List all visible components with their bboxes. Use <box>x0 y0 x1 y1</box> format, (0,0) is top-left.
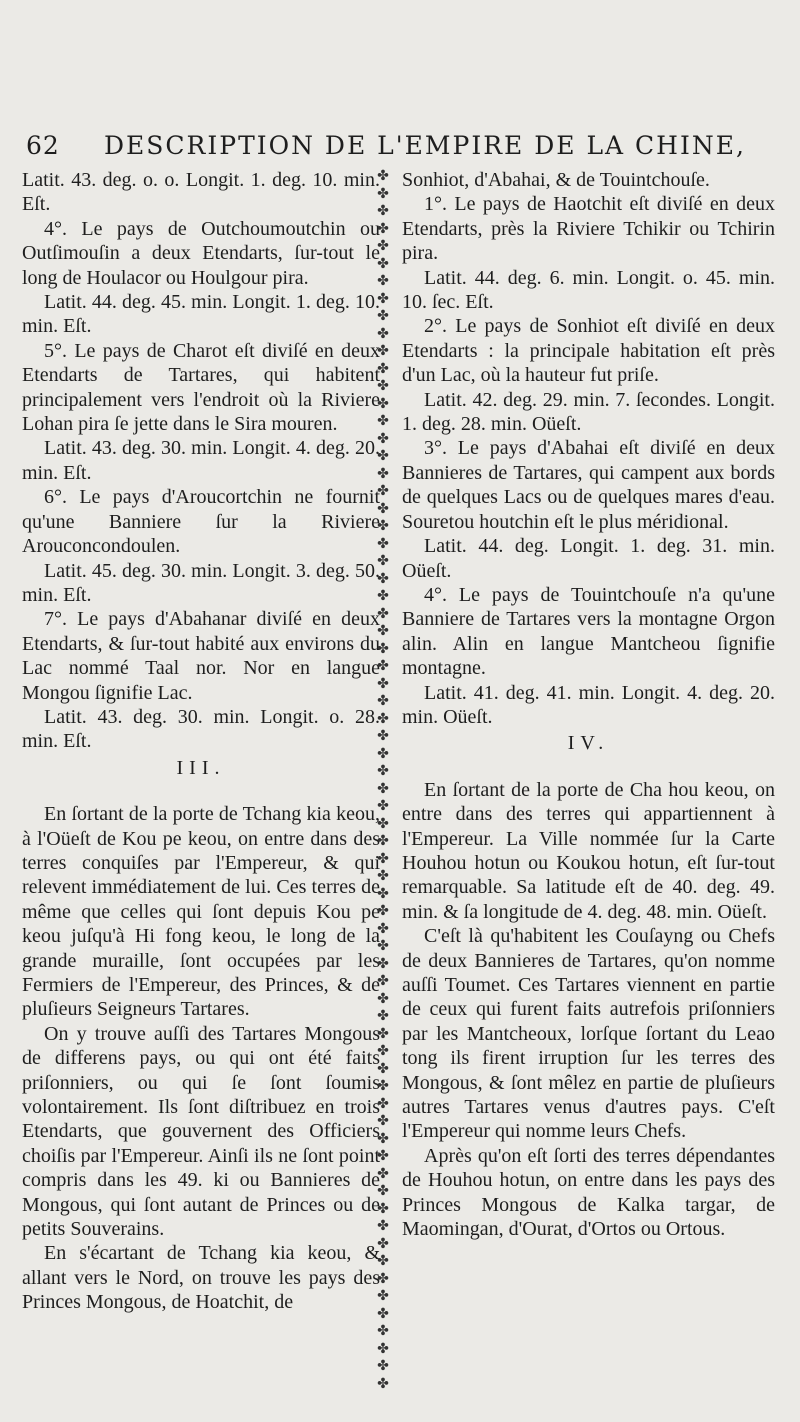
paragraph: 2°. Le pays de Sonhiot eſt diviſé en deux Etendarts : la principale habitation eſt près d'un Lac, où la hauteur fut priſe. <box>402 315 775 387</box>
paragraph: 7°. Le pays d'Abahanar diviſé en deux Etendarts, & ſur-tout habité aux environs du Lac nommé Taal nor. Nor en langue Mongou ſignifie Lac. <box>22 608 380 704</box>
paragraph: C'eſt là qu'habitent les Couſayng ou Chefs de deux Bannieres de Tartares, qu'on nomme auſſi Toumet. Ces Tartares viennent en partie de ceux qui furent faits autrefois priſonniers par les Mantcheoux, lorſque ſortant du Leao tong ils firent irruption ſur les terres des Mongous, & ſont mêlez en partie de pluſieurs autres Tartares venus d'autres pays. C'eſt l'Empereur qui nomme leurs Chefs. <box>402 925 775 1143</box>
paragraph: Latit. 45. deg. 30. min. Longit. 3. deg. 50. min. Eſt. <box>22 559 380 606</box>
paragraph: En ſortant de la porte de Cha hou keou, on entre dans des terres qui appartiennent à l'Empereur. La Ville nommée ſur la Carte Houhou hotun ou Koukou hotun, eſt ſur-tout remarquable. Sa latitude eſt de 40. deg. 49. min. & ſa longitude de 4. deg. 48. min. Oüeſt. <box>402 778 775 923</box>
running-title: DESCRIPTION DE L'EMPIRE DE LA CHINE, <box>104 131 746 160</box>
page-number: 62 <box>26 131 60 160</box>
paragraph: On y trouve auſſi des Tartares Mongous de differens pays, ou qui ont été faits priſonniers, ou qui ſe ſont ſoumis volontairement. Ils ſont diſtribuez en trois Etendarts, que gouvernent des Officiers choiſis par l'Empereur. Ainſi ils ne ſont point compris dans les 49. ki ou Bannieres de Mongous, qui ſont autant de Princes ou de petits Souverains. <box>22 1022 380 1241</box>
paragraph: Après qu'on eſt ſorti des terres dépendantes de Houhou hotun, on entre dans les pays des Princes Mongous de Kalka targar, de Maomingan, d'Ourat, d'Ortos ou Ortous. <box>402 1144 775 1241</box>
paragraph: Latit. 43. deg. 30. min. Longit. 4. deg. 20. min. Eſt. <box>22 437 380 484</box>
paragraph: 6°. Le pays d'Aroucortchin ne fournit qu'une Banniere ſur la Riviere Arouconcondoulen. <box>22 486 380 558</box>
left-column <box>22 168 380 1315</box>
paragraph: 5°. Le pays de Charot eſt diviſé en deux Etendarts de Tartares, qui habitent principalement vers l'endroit où la Riviere Lohan pira ſe jette dans le Sira mouren. <box>22 339 380 436</box>
paragraph: 1°. Le pays de Haotchit eſt diviſé en deux Etendarts, près la Riviere Tchikir ou Tchirin pira. <box>402 193 775 265</box>
paragraph: Sonhiot, d'Abahai, & de Touintchouſe. <box>402 169 710 191</box>
paragraph: 4°. Le pays de Outchoumoutchin ou Outſimouſin a deux Etendarts, ſur-tout le long de Houlacor ou Houlgour pira. <box>22 217 380 289</box>
paragraph: En ſortant de la porte de Tchang kia keou, à l'Oüeſt de Kou pe keou, on entre dans des terres conquiſes par l'Empereur, & qui relevent immédiatement de lui. Ces terres de même que celles qui ſont depuis Kou pe keou juſqu'à Hi fong keou, le long de la grande muraille, ſont occupées par les Fermiers de l'Empereur, des Princes, & de pluſieurs Seigneurs Tartares. <box>22 803 380 1021</box>
paragraph: En s'écartant de Tchang kia keou, & allant vers le Nord, on trouve les pays des Princes Mongous, de Hoatchit, de <box>22 1242 380 1314</box>
paragraph: Latit. 43. deg. 30. min. Longit. o. 28. min. Eſt. <box>22 705 380 753</box>
paragraph: Latit. 44. deg. 6. min. Longit. o. 45. min. 10. ſec. Eſt. <box>402 266 775 314</box>
right-column <box>402 168 775 1241</box>
paragraph: Latit. 43. deg. o. o. Longit. 1. deg. 10. min. Eſt. <box>22 169 380 216</box>
page-header <box>26 131 796 165</box>
paragraph: Latit. 41. deg. 41. min. Longit. 4. deg. 20. min. Oüeſt. <box>402 681 775 728</box>
section-heading: III. <box>176 756 226 779</box>
paragraph: 3°. Le pays d'Abahai eſt diviſé en deux Bannieres de Tartares, qui campent aux bords de quelques Lacs ou de quelques mares d'eau. Souretou houtchin eſt le plus méridional. <box>402 437 775 533</box>
section-heading: IV. <box>567 732 610 755</box>
paragraph: 4°. Le pays de Touintchouſe n'a qu'une Banniere de Tartares vers la montagne Orgon alin. Alin en langue Mantcheou ſignifie montagne. <box>402 583 775 680</box>
paragraph: Latit. 44. deg. 45. min. Longit. 1. deg. 10. min. Eſt. <box>22 291 380 338</box>
column-divider-ornament: ✤ ✤ ✤ ✤ ✤ ✤ ✤ ✤ ✤ ✤ ✤ ✤ ✤ ✤ ✤ ✤ ✤ ✤ ✤ ✤ ✤ ✤ ✤ ✤ ✤ ✤ ✤ ✤ ✤ ✤ ✤ ✤ ✤ ✤ ✤ ✤ ✤ ✤ ✤ ✤ ✤ ✤ ✤ ✤ ✤ ✤ ✤ ✤ ✤ ✤ ✤ ✤ ✤ ✤ ✤ ✤ ✤ ✤ ✤ ✤ ✤ ✤ ✤ ✤ ✤ ✤ ✤ ✤ ✤ ✤ <box>377 168 389 1392</box>
paragraph: Latit. 42. deg. 29. min. 7. ſecondes. Longit. 1. deg. 28. min. Oüeſt. <box>402 388 775 436</box>
paragraph: Latit. 44. deg. Longit. 1. deg. 31. min. Oüeſt. <box>402 535 775 582</box>
